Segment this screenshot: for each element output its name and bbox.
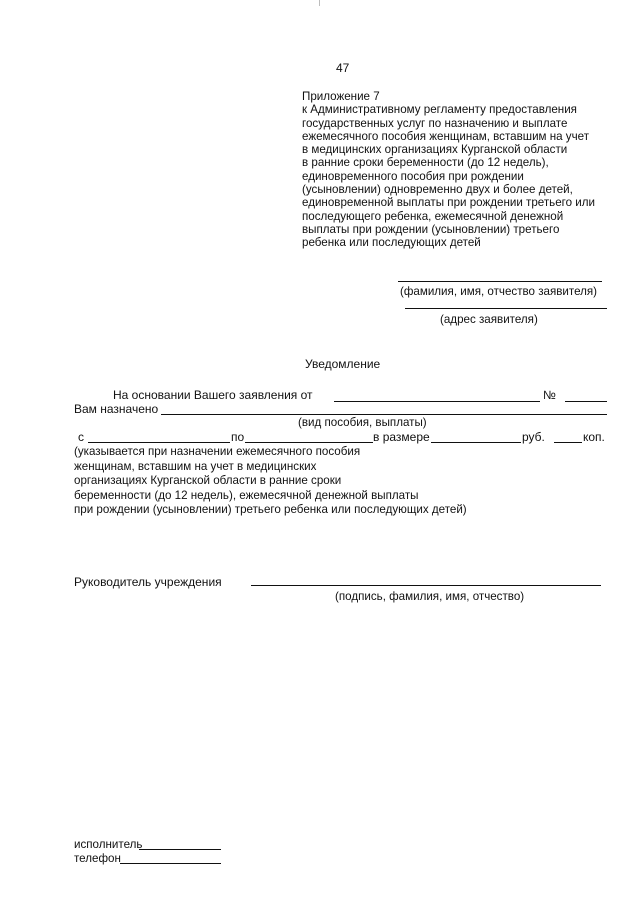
application-number-field[interactable]	[565, 401, 607, 402]
executor-field[interactable]	[139, 849, 221, 850]
appendix-title: Приложение 7	[302, 90, 380, 103]
note-line: при рождении (усыновлении) третьего ребенка или последующих детей)	[74, 503, 467, 517]
basis-label: На основании Вашего заявления от	[113, 388, 313, 402]
benefit-caption: (вид пособия, выплаты)	[298, 416, 427, 429]
to-label: по	[231, 430, 245, 444]
signature-caption: (подпись, фамилия, имя, отчество)	[335, 590, 525, 603]
applicant-address-field[interactable]	[405, 308, 607, 309]
appendix-line: ежемесячного пособия женщинам, вставшим на учет	[302, 129, 590, 143]
rub-label: руб.	[522, 430, 545, 444]
note-line: организациях Курганской области в ранние сроки	[74, 474, 342, 488]
amount-kop-field[interactable]	[554, 442, 582, 443]
appendix-block	[302, 90, 595, 250]
to-date-field[interactable]	[245, 442, 373, 443]
appendix-line: в ранние сроки беременности (до 12 недель),	[302, 156, 549, 170]
appendix-line: единовременного пособия при рождении	[302, 169, 524, 183]
page-number: 47	[336, 61, 350, 75]
notice-title: Уведомление	[305, 357, 381, 371]
benefit-type-field[interactable]	[161, 414, 607, 415]
applicant-name-field[interactable]	[398, 281, 602, 282]
from-date-field[interactable]	[88, 442, 230, 443]
appendix-line: (усыновлении) одновременно двух и более детей,	[302, 183, 573, 197]
appendix-line: государственных услуг по назначению и выплате	[302, 116, 568, 130]
phone-field[interactable]	[120, 863, 221, 864]
amount-label: в размере	[373, 430, 430, 444]
applicant-address-caption: (адрес заявителя)	[440, 313, 538, 326]
head-label: Руководитель учреждения	[74, 575, 222, 589]
appendix-line: выплаты при рождении (усыновлении) третьего	[302, 222, 560, 236]
phone-label: телефон	[74, 852, 121, 865]
note-line: (указывается при назначении ежемесячного пособия	[74, 445, 361, 458]
note-block	[74, 445, 467, 518]
number-label: №	[543, 388, 556, 402]
note-line: женщинам, вставшим на учет в медицинских	[74, 459, 317, 473]
amount-rub-field[interactable]	[431, 442, 521, 443]
appendix-line: единовременной выплаты при рождении третьего или	[302, 196, 596, 210]
application-date-field[interactable]	[334, 401, 540, 402]
appendix-line: в медицинских организациях Курганской области	[302, 143, 568, 157]
executor-label: исполнитель	[74, 838, 143, 851]
appendix-line: ребенка или последующих детей	[302, 236, 481, 250]
note-line: беременности (до 12 недель), ежемесячной денежной выплаты	[74, 488, 419, 502]
assigned-label: Вам назначено	[74, 402, 159, 416]
signature-field[interactable]	[251, 585, 601, 586]
appendix-line: к Административному регламенту предоставления	[302, 103, 577, 117]
appendix-line: последующего ребенка, ежемесячной денежной	[302, 209, 564, 223]
kop-label: коп.	[583, 430, 605, 444]
scan-artifact	[319, 0, 320, 6]
from-label: с	[78, 430, 84, 444]
applicant-name-caption: (фамилия, имя, отчество заявителя)	[400, 285, 598, 298]
